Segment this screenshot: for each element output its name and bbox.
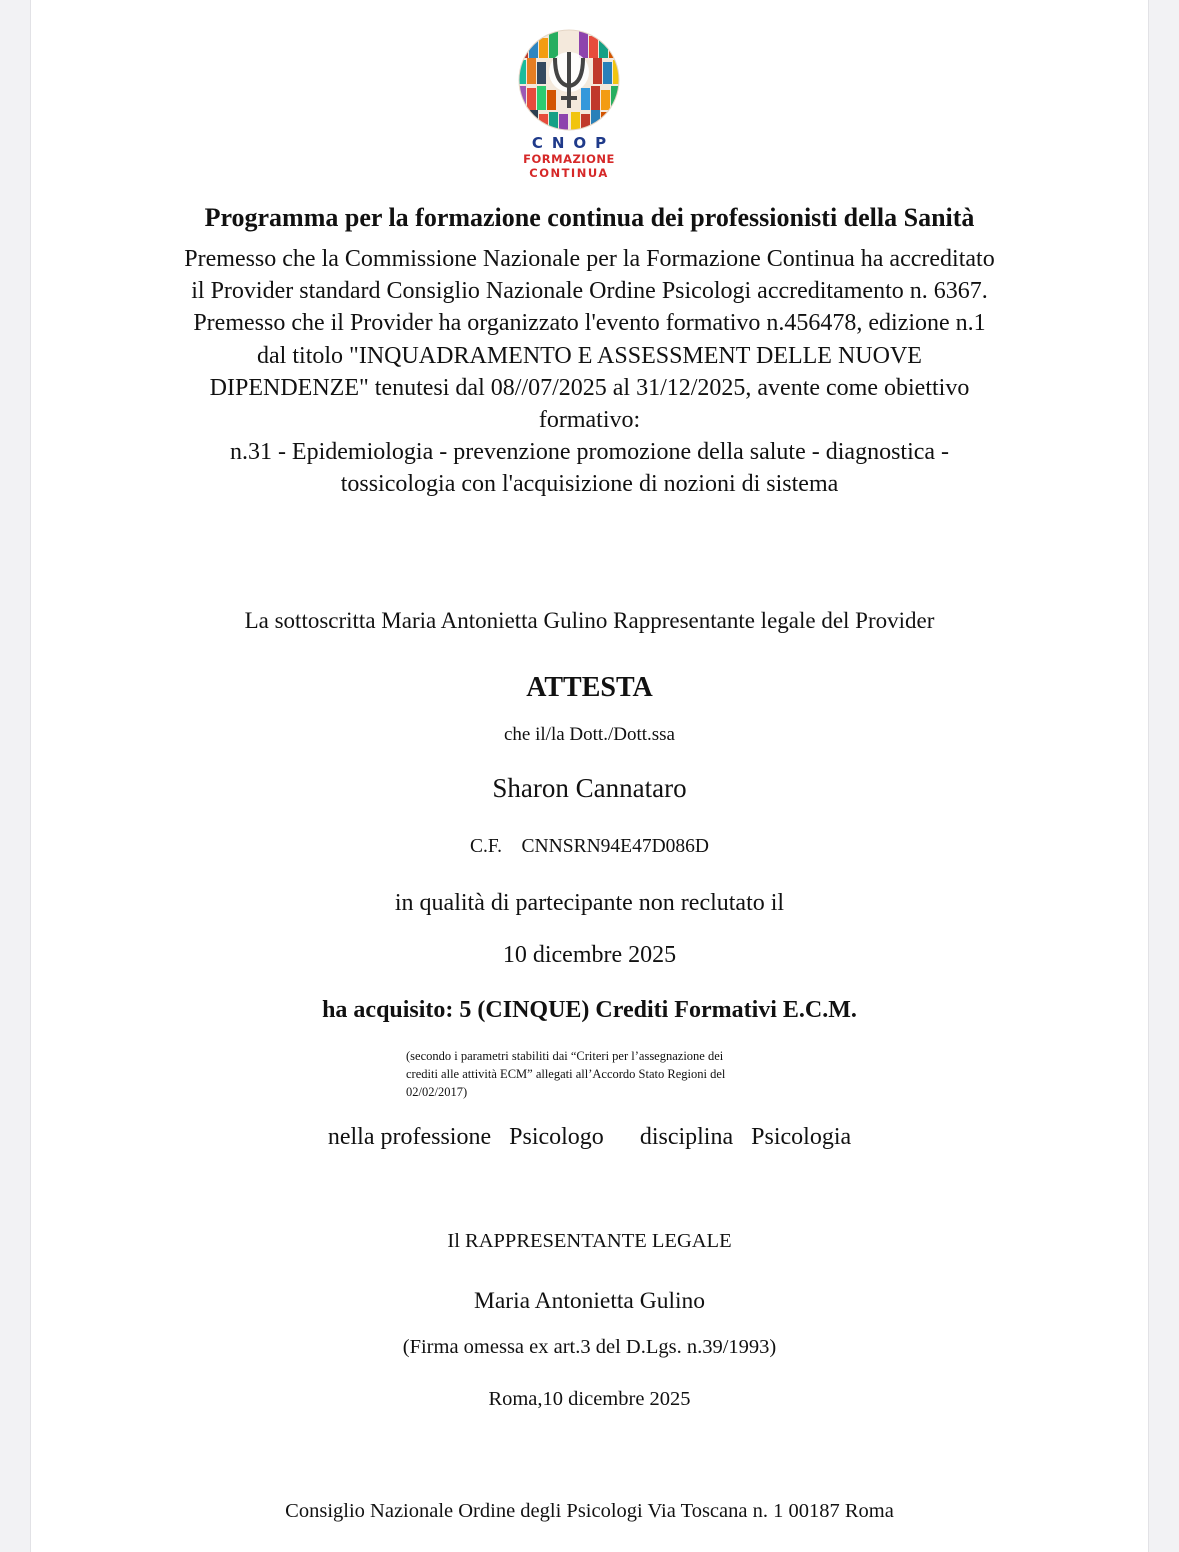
intro-paragraph [31,243,1148,501]
doctor-intro: che il/la Dott./Dott.ssa [504,724,675,745]
intro-line: Premesso che il Provider ha organizzato l'evento formativo n.456478, edizione n.1 [193,310,986,337]
discipline-value: Psicologia [751,1124,852,1150]
fiscal-code-label: C.F. [470,836,503,857]
profession-label: nella professione [327,1124,492,1150]
logo-formazione-text: FORMAZIONE [523,152,615,166]
intro-line: tossicologia con l'acquisizione di nozioni di sistema [340,471,839,498]
participant-name: Sharon Cannataro [492,773,687,803]
attesta-heading: ATTESTA [526,672,653,703]
attendance-date: 10 dicembre 2025 [502,942,677,968]
participant-role: in qualità di partecipante non reclutato il [394,890,785,916]
profession-value: Psicologo [509,1124,604,1150]
discipline-label: disciplina [639,1124,734,1150]
document-title: Programma per la formazione continua dei professionisti della Sanità [204,203,975,232]
note-line: 02/02/2017) [406,1085,468,1099]
fiscal-code-row [31,834,1148,860]
intro-line: n.31 - Epidemiologia - prevenzione promozione della salute - diagnostica - [229,439,950,466]
cnop-logo [515,28,623,184]
criteria-note [406,1047,826,1101]
fiscal-code-value: CNNSRN94E47D086D [521,836,709,857]
logo-continua-text: CONTINUA [529,166,609,180]
intro-line: il Provider standard Consiglio Nazionale Ordine Psicologi accreditamento n. 6367. [191,278,988,305]
certificate-page [30,0,1149,1552]
people-circle-icon [515,28,623,132]
signatory-role: Il RAPPRESENTANTE LEGALE [447,1230,732,1252]
signature-omitted-note: (Firma omessa ex art.3 del D.Lgs. n.39/1993) [402,1336,777,1358]
intro-line: DIPENDENZE" tenutesi dal 08//07/2025 al 31/12/2025, avente come obiettivo [209,374,970,401]
note-line: (secondo i parametri stabiliti dai “Criteri per l’assegnazione dei [406,1049,724,1063]
note-line: crediti alle attività ECM” allegati all’Accordo Stato Regioni del [406,1067,726,1081]
intro-line: dal titolo "INQUADRAMENTO E ASSESSMENT DELLE NUOVE [257,342,922,369]
undersigned-statement: La sottoscritta Maria Antonietta Gulino Rappresentante legale del Provider [244,608,935,633]
logo-cnop-text: CNOP [531,134,616,152]
signatory-name: Maria Antonietta Gulino [473,1288,706,1314]
profession-row [31,1122,1148,1152]
credits-statement: ha acquisito: 5 (CINQUE) Crediti Formativi E.C.M. [322,997,857,1023]
intro-line: Premesso che la Commissione Nazionale per la Formazione Continua ha accreditato [184,246,995,272]
intro-line: formativo: [538,407,641,434]
footer-address: Consiglio Nazionale Ordine degli Psicologi Via Toscana n. 1 00187 Roma [285,1500,894,1522]
place-date: Roma,10 dicembre 2025 [488,1388,691,1410]
